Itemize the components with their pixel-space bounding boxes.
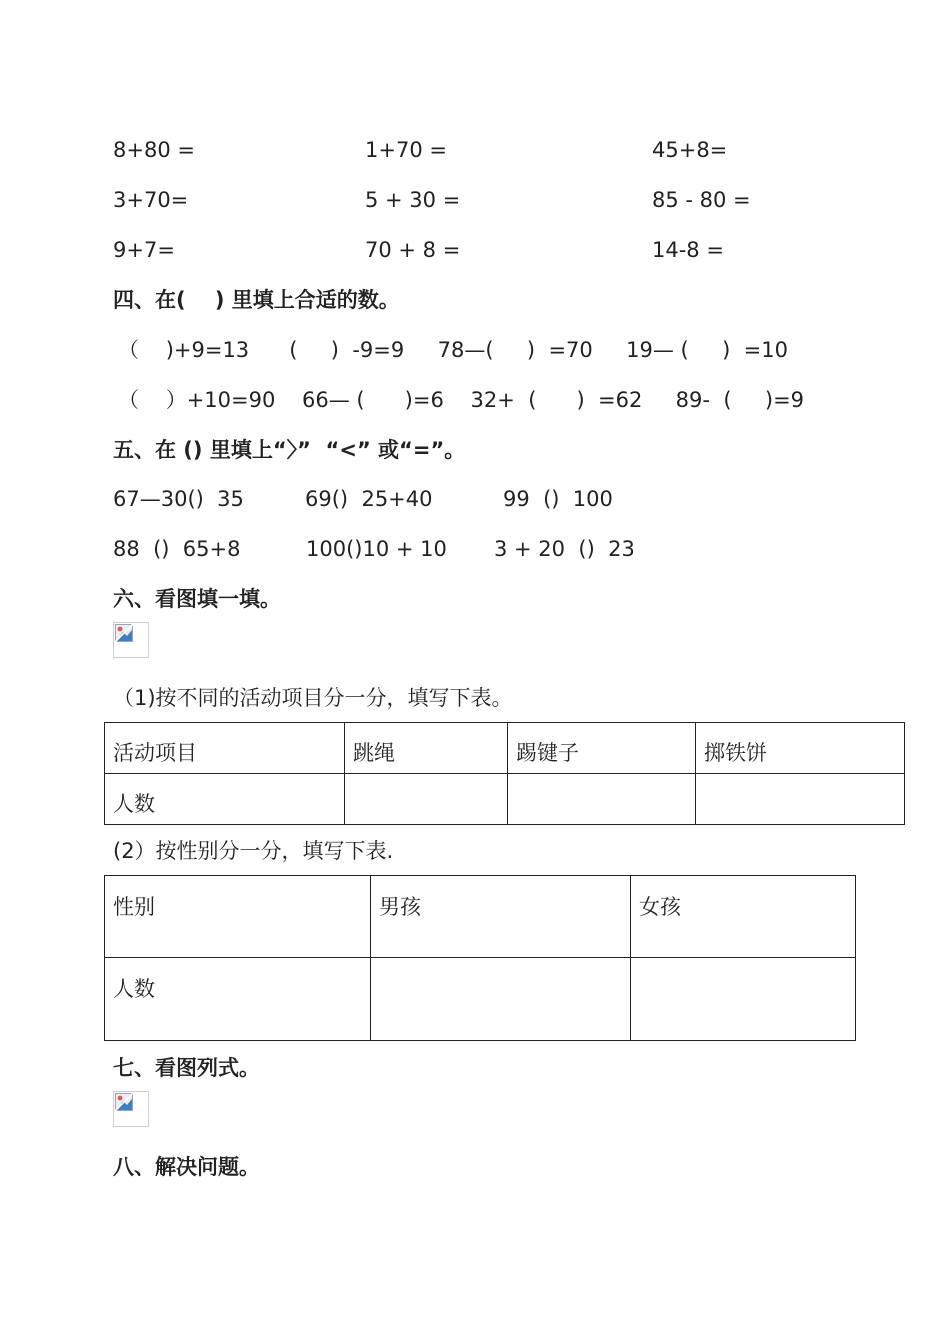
table-header: 跳绳: [345, 723, 508, 774]
equation: 85 - 80 =: [652, 188, 751, 212]
table-header: 女孩: [631, 876, 856, 958]
table-cell[interactable]: [696, 774, 905, 825]
equation: 1+70 =: [365, 138, 447, 162]
equation: 3+70=: [113, 188, 189, 212]
table-cell: 人数: [105, 774, 345, 825]
table-header: 男孩: [371, 876, 631, 958]
table-header: 踢键子: [508, 723, 696, 774]
table-cell[interactable]: [345, 774, 508, 825]
comparison: 99 () 100: [503, 487, 613, 511]
fill-in-line: （ ）+10=90 66— ( )=6 32+ ( ) =62 89- ( )=9: [118, 388, 805, 412]
table-cell: 人数: [105, 958, 371, 1041]
comparison: 3 + 20 () 23: [494, 537, 635, 561]
comparison: 88 () 65+8: [113, 537, 241, 561]
table-cell[interactable]: [631, 958, 856, 1041]
broken-image-icon: [113, 1091, 149, 1127]
table-header: 掷铁饼: [696, 723, 905, 774]
broken-image-icon: [115, 1093, 133, 1111]
equation: 14-8 =: [652, 238, 724, 262]
table-header: 性别: [105, 876, 371, 958]
section-6-title: 六、看图填一填。: [113, 587, 281, 611]
section-4-title: 四、在( ) 里填上合适的数。: [113, 288, 400, 312]
comparison: 100()10 + 10: [306, 537, 447, 561]
equation: 9+7=: [113, 238, 175, 262]
equation: 8+80 =: [113, 138, 195, 162]
table-cell[interactable]: [371, 958, 631, 1041]
section-7-title: 七、看图列式。: [113, 1056, 260, 1080]
fill-in-line: （ )+9=13 ( ) -9=9 78—( ) =70 19— ( ) =10: [118, 338, 788, 362]
activity-table: [104, 722, 905, 825]
comparison: 67—30() 35: [113, 487, 244, 511]
table-header: 活动项目: [105, 723, 345, 774]
comparison: 69() 25+40: [305, 487, 433, 511]
broken-image-icon: [113, 622, 149, 658]
equation: 45+8=: [652, 138, 728, 162]
broken-image-icon: [115, 624, 133, 642]
equation: 5 + 30 =: [365, 188, 461, 212]
section-8-title: 八、解决问题。: [113, 1155, 260, 1179]
gender-table: [104, 875, 856, 1041]
section-5-title: 五、在 () 里填上“〉” “<” 或“=”。: [113, 438, 466, 462]
question-2: (2）按性别分一分，填写下表.: [113, 839, 394, 863]
question-1: （1)按不同的活动项目分一分，填写下表。: [113, 686, 513, 710]
table-cell[interactable]: [508, 774, 696, 825]
equation: 70 + 8 =: [365, 238, 461, 262]
